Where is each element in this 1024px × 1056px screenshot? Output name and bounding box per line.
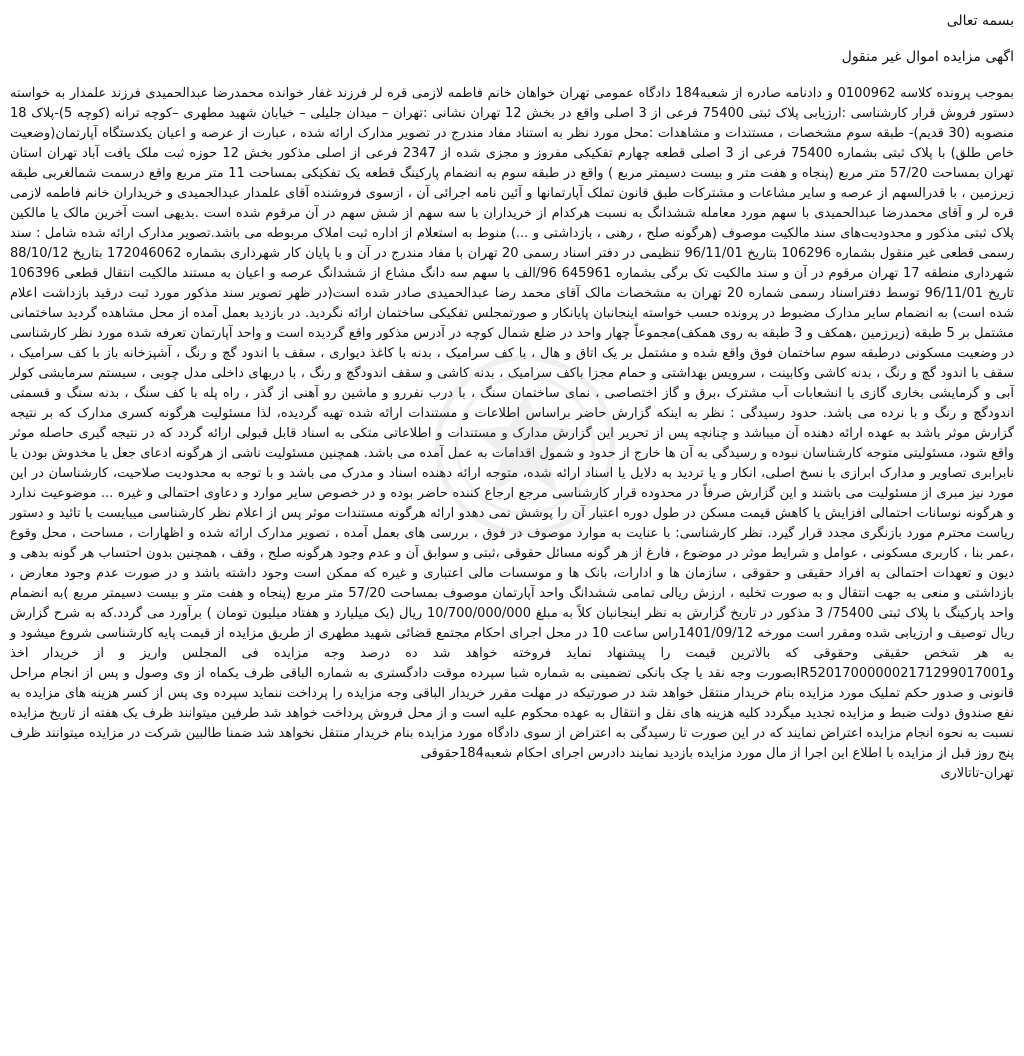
document-subtitle: اگهی مزایده اموال غیر منقول — [841, 49, 1014, 65]
auction-notice-body: بموجب پرونده کلاسه 0100962 و دادنامه صادره از شعبه184 دادگاه عمومی تهران خواهان خانم فاطمه لازمی قره لر فرزند غفار خوانده محمدرضا عبدالحمیدی فرزند علمدار به خواسته دستور فروش قرار کارشناسی :ارزیابی پلاک ثبتی 75400 فرعی از 3 اصلی واقع در بخش 12 تهران نشانی :تهران – میدان جلیلی – خیابان شهید مطهری –کوچه ترانه (کوچه 5)-پلاک 18 منصوبه (30 قدیم)- طبقه سوم مشخصات ، مستندات و مشاهدات :محل مورد نظر به استناد مفاد مندرج در تصویر مدارک ارائه شده ، عبارت از عرصه و اعیان یکدستگاه آپارتمان(وضعیت خاص طلق) با پلاک ثبتی بشماره 75400 فرعی از 3 اصلی قطعه چهارم تفکیکی مفروز و مجزی شده از 2347 فرعی از اصلی مذکور بخش 12 حوزه ثبت ملک یافت آباد تهران استان تهران بمساحت 57/20 متر مربع (پنجاه و هفت متر و بیست دسیمتر مربع ) واقع در طبقه سوم به انضمام پارکینگ قطعه یک تفکیکی بمساحت 11 متر مربع واقع درسمت شمالغربی طبقه زیرزمین ، با قدرالسهم از عرصه و سایر مشاعات و مشترکات طبق قانون تملک آپارتمانها و آئین نامه اجرائی آن ، ازسوی فروشنده آقای علمدار عبدالحمیدی و خریداران خانم فاطمه لازمی قره لر و آقای محمدرضا عبدالحمیدی با سهم مورد معامله ششدانگ به نسبت هرکدام از خریداران با سه سهم از شش سهم در آن مرقوم شده است .بدیهی است آخرین مالک یا مالکین پلاک ثبتی مذکور و محدودیت‌های سند مالکیت موصوف (هرگونه صلح ، رهنی ، بازداشتی و ...) منوط به استعلام از اداره ثبت املاک مربوطه می باشد.تصویر مدارک ارائه شده شامل : سند رسمی قطعی غیر منقول بشماره 106296 بتاریخ 96/11/01 تنظیمی در دفتر اسناد رسمی 20 تهران با مفاد مندرج در آن و با پایان کار شهرداری بشماره 172046062 بتاریخ 88/10/12 شهرداری منطقه 17 تهران مرقوم در آن و سند مالکیت تک برگی بشماره 645961 96/الف با سهم سه دانگ مشاع از ششدانگ عرصه و اعیان به مستند مالکیت انتقال قطعی 106396 تاریخ 96/11/01 توسط دفتراسناد رسمی شماره 20 تهران به مشخصات مالک آقای محمد رضا عبدالحمیدی صادر شده است(در ظهر تصویر سند مذکور مورد ثبت درقید بازداشت اعلام شده است) به انضمام سایر مدارک مضبوط در پرونده حسب خواسته اینجانبان پایانکار و صورتمجلس تفکیکی ساختمان ارائه نگردید. در بازدید بعمل آمده از محل مشاهده گردید ساختمانی مشتمل بر 5 طبقه (زیرزمین ،همکف و 3 طبقه به روی همکف)مجموعاً چهار واحد در ضلع شمال کوچه در آدرس مذکور واقع گردیده است و واحد آپارتمان تعرفه شده مورد نظر کارشناسی در وضعیت مسکونی درطبقه سوم ساختمان فوق واقع شده و مشتمل بر یک اتاق و هال ، با کف سرامیک ، بدنه با کاغذ دیواری ، سقف با اندود گچ و رنگ ، آشپزخانه باز با کف سرامیک ، سقف با اندود گچ و رنگ ، بدنه کاشی وکابینت ، سرویس بهداشتی و حمام مجزا باکف سرامیک ، بدنه کاشی و سقف اندودگچ و رنگ ، با دربهای داخلی مدل چوبی ، سیستم سرمایشی کولر آبی و گرمایشی بخاری گازی با انشعابات آب مشترک ،برق و گاز اختصاصی ، نمای ساختمان سنگ ، با درب نفررو و ماشین رو آهنی از گذر ، راه پله با کف سنگ ، بدنه سنگ و قسمتی اندودگچ و رنگ و با نرده می باشد. حدود رسیدگی : نظر به اینکه گزارش حاضر براساس اطلاعات و مستندات ارائه شده تهیه گردیده، لذا مسئولیت هرگونه کسری مدارک که بر نتیجه گزارش موثر باشد به عهده ارائه دهنده آن میباشد و چنانچه پس از تحریر این گزارش مدارک و مستندات و اطلاعاتی متکی به اسناد قابل قبولی ارائه گردد که در نتیجه گیری حاصله موثر واقع شود، مسئولیتی متوجه کارشناسان نبوده و رسیدگی به آن ها خارج از حدود و شمول اقدامات به عمل آمده می باشد. همچنین مسئولیت ناشی از هرگونه ادعای جعل یا مخدوش بودن یا نابرابری تصاویر و مدارک ابرازی با نسخ اصلی، انکار و یا تردید به دلایل یا اسناد ارائه شده، متوجه ارائه دهنده اسناد و مدرک می باشد و با توجه به محدودیت صلاحیت، کارشناسان در این مورد نیز مبری از مسئولیت می باشند و این گزارش صرفاً در محدوده قرار کارشناسی مرجع ارجاع کننده حاضر بوده و در خصوص سایر موارد و دعاوی احتمالی و غیره ... موضوعیت ندارد و هرگونه نوسانات احتمالی افزایش یا کاهش قیمت مسکن در طول دوره اعتبار آن را پوشش نمی دهدو ارائه هرگونه مستندات موثر پس از اعلام نظر کارشناسی میبایست با تائید و دستور ریاست محترم مورد بازنگری مجدد قرار گیرد. نظر کارشناسی: با عنایت به موارد موصوف در فوق ، بررسی های بعمل آمده ، تصویر مدارک ارائه شده و اظهارات ، مساحت ، محل وقوع ،عمر بنا ، کاربری مسکونی ، عوامل و شرایط موثر در موضوع ، فارغ از هر گونه مسائل حقوقی ،ثبتی و سوابق آن و عدم وجود هرگونه صلح ، وقف ، همچنین بدون احتساب هر گونه بدهی و دیون و تعهدات احتمالی به افراد حقیقی و حقوقی ، سازمان ها و ادارات، بانک ها و موسسات مالی اعتباری و غیره که ممکن است وجود داشته باشد و در صورت عدم وجود معارض ، بازداشتی و منعی به جهت انتقال و به صورت تخلیه ، ارزش ریالی تمامی ششدانگ واحد آپارتمان موصوف بمساحت 57/20 متر مربع (پنجاه و هفت متر و بیست دسیمتر مربع )به انضمام واحد پارکینگ با پلاک ثبتی 75400/ 3 مذکور در تاریخ گزارش به نظر اینجانبان کلاً به مبلغ 10/700/000/000 ریال (یک میلیارد و هفتاد میلیون تومان ) برآورد می گردد.که به شرح گزارش ریال توصیف و ارزیابی شده ومقرر است مورخه 1401/09/12راس ساعت 10 در محل اجرای احکام مجتمع قضائی شهید مطهری از طریق مزایده از قیمت پایه کارشناسی شروع میشود و به هر شخص حقیقی وحقوقی که بالاترین قیمت را پیشنهاد نماید فروخته خواهد شد ده درصد وجه مزایده فی المجلس واریز و از خریدار اخذ وIR520170000002171299017001بصورت وجه نقد یا چک بانکی تضمینی به شماره شبا سپرده موقت دادگستری به شماره الباقی ظرف یکماه از وی وصول و پس از انجام مراحل قانونی و صدور حکم تملیک مورد مزایده بنام خریدار منتقل خواهد شد در صورتیکه در مهلت مقرر خریدار الباقی وجه مزایده را پرداخت ننماید سپرده وی پس از کسر هزینه های مزایده به نفع صندوق دولت ضبط و مزایده تجدید میگردد کلیه هزینه های نقل و انتقال به عهده محکوم علیه است و از محل فروش پرداخت خواهد شد طرفین میتوانند ظرف یک هفته از تاریخ مزایده نسبت به نحوه انجام مزایده اعتراض نمایند که در این صورت تا رسیدگی به اعتراض از سوی دادگاه مورد مزایده بنام خریدار منتقل نخواهد شد ضمنا طالبین شرکت در مزایده میتوانند ظرف پنج روز قبل از مزایده با اطلاع این اجرا از مال مورد مزایده بازدید نمایند دادرس اجرای احکام شعبه184حقوقی — [10, 86, 1015, 761]
footer-place: تهران-تاتالاری — [940, 766, 1014, 781]
document-title: بسمه تعالی — [946, 13, 1014, 29]
